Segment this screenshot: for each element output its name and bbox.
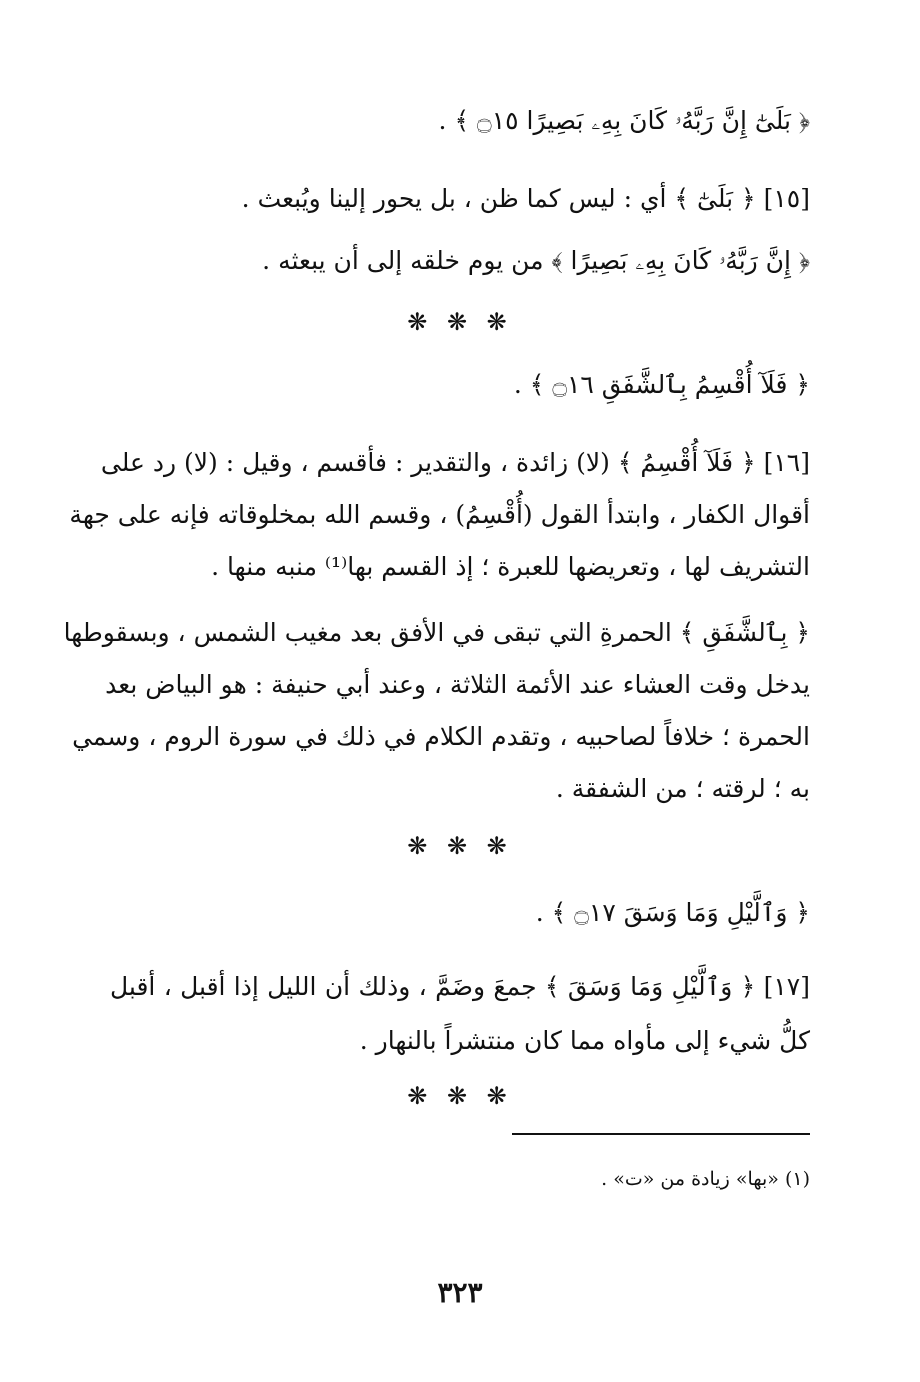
para-17-line-1: [١٧] ﴿ وَٱلَّيْلِ وَمَا وَسَقَ ﴾ جمعَ وضَمَّ ، وذلك أن الليل إذا أقبل ، أقبل [110, 972, 810, 1001]
verse-16: ﴿ فَلَآ أُقْسِمُ بِٱلشَّفَقِ ۝١٦ ﴾ . [513, 370, 810, 399]
para-16-line-1: [١٦] ﴿ فَلَآ أُقْسِمُ ﴾ (لا) زائدة ، والتقدير : فأقسم ، وقيل : (لا) رد على [100, 448, 810, 477]
footnote-1: (١) «بها» زيادة من «ت» . [601, 1168, 810, 1190]
para-17-line-2: كلُّ شيء إلى مأواه مما كان منتشراً بالنهار . [359, 1026, 810, 1055]
para-16-line-3: التشريف لها ، وتعريضها للعبرة ؛ إذ القسم بها⁽¹⁾ منبه منها . [211, 552, 810, 581]
para-15-line-2: ﴿ إِنَّ رَبَّهُۥ كَانَ بِهِۦ بَصِيرًا ﴾ من يوم خلقه إلى أن يبعثه . [262, 246, 810, 275]
para-15-line-1: [١٥] ﴿ بَلَىٰٓ ﴾ أي : ليس كما ظن ، بل يحور إلينا ويُبعث . [241, 184, 810, 213]
verse-17: ﴿ وَٱلَّيْلِ وَمَا وَسَقَ ۝١٧ ﴾ . [535, 898, 810, 927]
para-shafaq-line-2: يدخل وقت العشاء عند الأئمة الثلاثة ، وعند أبي حنيفة : هو البياض بعد [105, 670, 810, 699]
separator-3: ❋ ❋ ❋ [407, 1082, 513, 1110]
separator-1: ❋ ❋ ❋ [407, 308, 513, 336]
verse-15: ﴿ بَلَىٰٓ إِنَّ رَبَّهُۥ كَانَ بِهِۦ بَصِيرًا ۝١٥ ﴾ . [438, 106, 810, 135]
para-16-line-2: أقوال الكفار ، وابتدأ القول (أُقْسِمُ) ، وقسم الله بمخلوقاته فإنه على جهة [69, 500, 810, 529]
footnote-rule [512, 1133, 810, 1135]
para-shafaq-line-1: ﴿ بِٱلشَّفَقِ ﴾ الحمرةِ التي تبقى في الأفق بعد مغيب الشمس ، وبسقوطها [63, 618, 810, 647]
para-shafaq-line-4: به ؛ لرقته ؛ من الشفقة . [555, 774, 810, 803]
para-shafaq-line-3: الحمرة ؛ خلافاً لصاحبيه ، وتقدم الكلام في ذلك في سورة الروم ، وسمي [72, 722, 810, 751]
page-number: ٣٢٣ [437, 1276, 483, 1309]
separator-2: ❋ ❋ ❋ [407, 832, 513, 860]
